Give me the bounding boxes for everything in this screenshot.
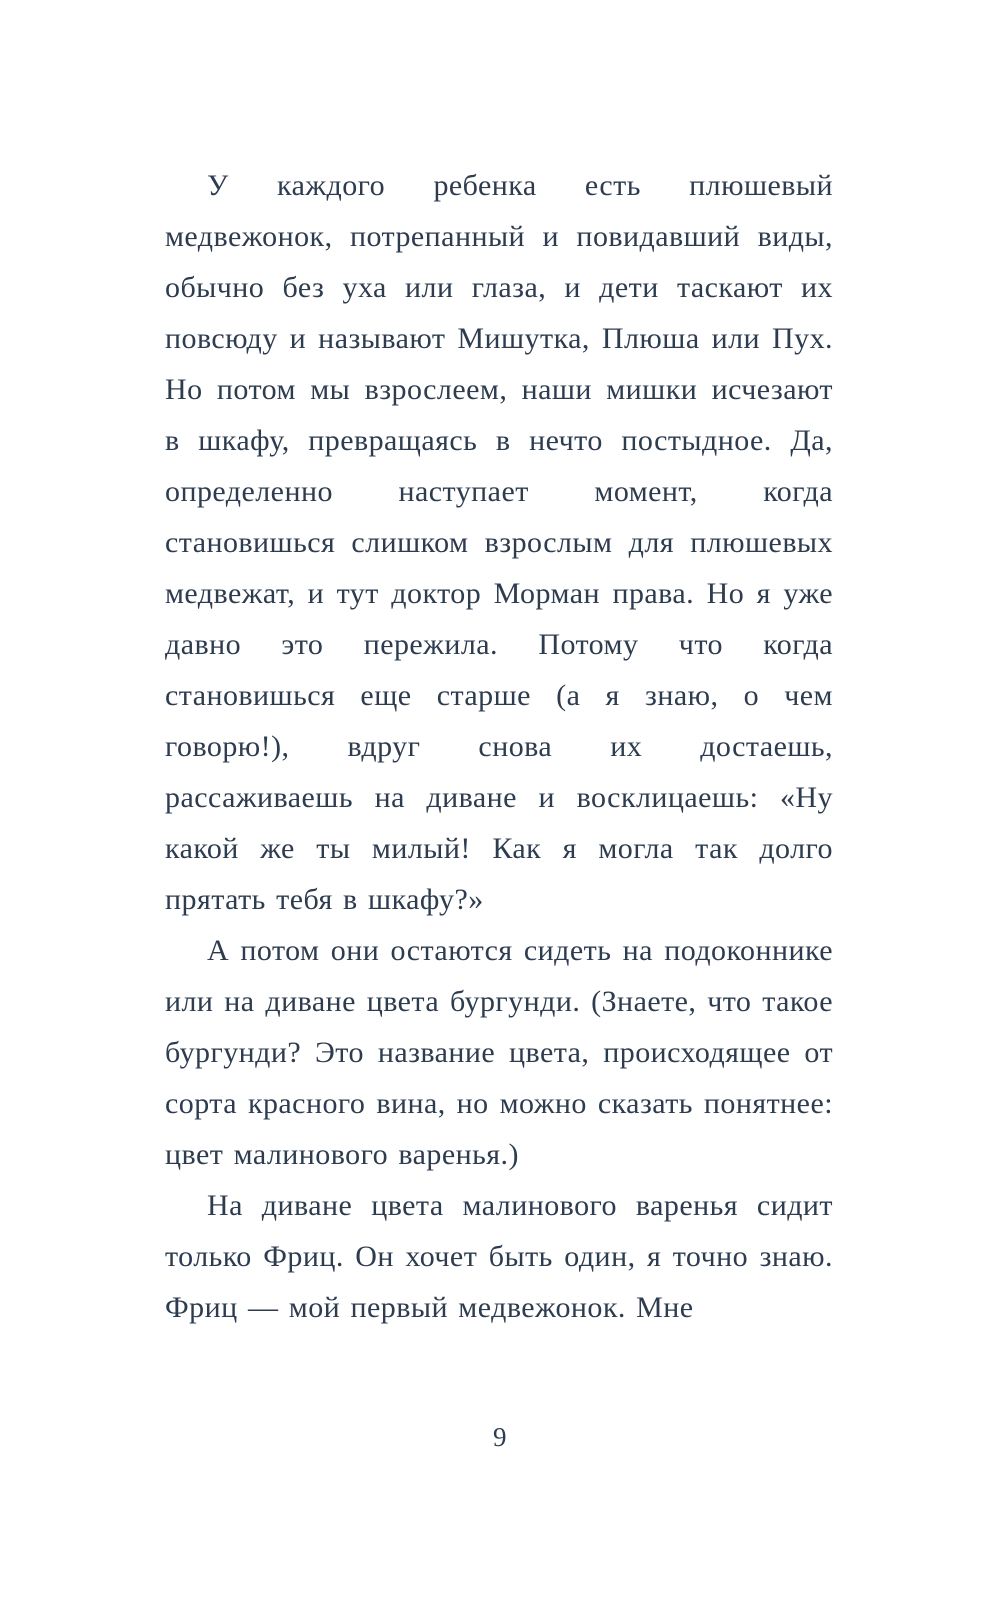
paragraph: На диване цвета малинового варенья сидит только Фриц. Он хочет быть один, я точно знаю. Фриц — мой первый медвежонок. Мне [165,1189,833,1324]
body-text [165,160,833,1333]
paragraph: А потом они остаются сидеть на подоконнике или на диване цвета бургунди. (Знаете, что такое бургунди? Это название цвета, происходящее от сорта красного вина, но можно сказать понятнее: цвет малинового варенья.) [165,934,833,1171]
page-number: 9 [492,1422,508,1452]
paragraph: У каждого ребенка есть плюшевый медвежонок, потрепанный и повидавший виды, обычно без уха или глаза, и дети таскают их повсюду и называют Мишутка, Плюша или Пух. Но потом мы взрослеем, наши мишки исчезают в шкафу, превращаясь в нечто постыдное. Да, определенно наступает момент, когда становишься слишком взрослым для плюшевых медвежат, и тут доктор Морман права. Но я уже давно это пережила. Потому что когда становишься еще старше (а я знаю, о чем говорю!), вдруг снова их достаешь, рассаживаешь на диване и восклицаешь: «Ну какой же ты милый! Как я могла так долго прятать тебя в шкафу?» [165,169,833,916]
